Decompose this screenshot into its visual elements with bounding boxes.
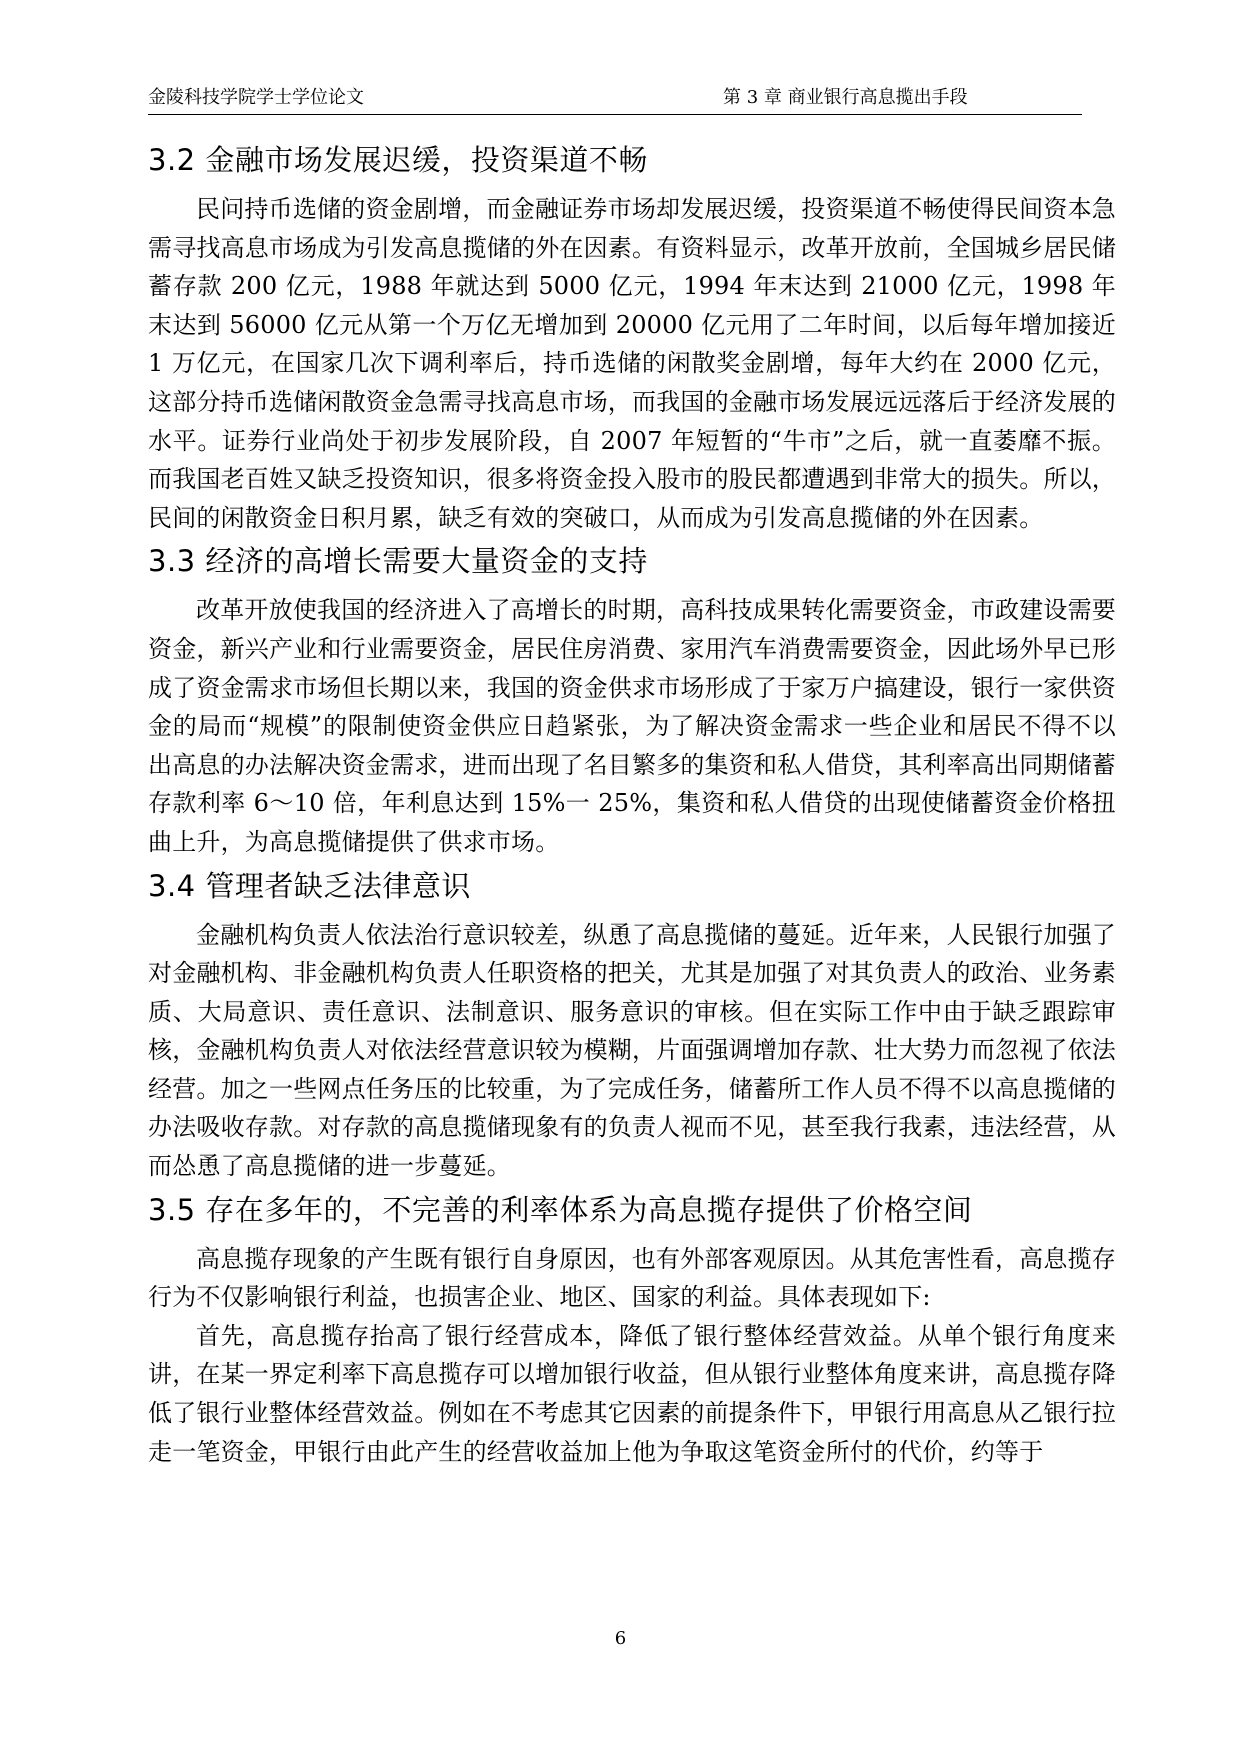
section-heading: 3.4 管理者缺乏法律意识	[148, 868, 471, 903]
header-chapter-title: 第 3 章 商业银行高息揽出手段	[723, 87, 968, 108]
section-3-5	[148, 1190, 1116, 1472]
page-number: 6	[614, 1628, 627, 1649]
section-3-4	[148, 866, 1116, 1186]
body-paragraph: 民问持币选储的资金剧增，而金融证券市场却发展迟缓，投资渠道不畅使得民间资本急需寻找高息市场成为引发高息揽储的外在因素。有资料显示，改革开放前，全国城乡居民储蓄存款 200 亿元，1988 年就达到 5000 亿元，1994 年末达到 21000 亿元，1998 年末达到 56000 亿元从第一个万亿无增加到 20000 亿元用了二年时间，以后每年增加接近 1 万亿元，在国家几次下调利率后，持币选储的闲散奖金剧增，每年大约在 2000 亿元，这部分持币选储闲散资金急需寻找高息市场，而我国的金融市场发展远远落后于经济发展的水平。证券行业尚处于初步发展阶段，自 2007 年短暂的“牛市”之后，就一直萎靡不振。而我国老百姓又缺乏投资知识，很多将资金投入股市的股民都遭遇到非常大的损失。所以，民间的闲散资金日积月累，缺乏有效的突破口，从而成为引发高息揽储的外在因素。	[148, 195, 1116, 532]
page-body	[148, 140, 1116, 1475]
body-paragraph: 金融机构负责人依法治行意识较差，纵恿了高息揽储的蔓延。近年来，人民银行加强了对金融机构、非金融机构负责人任职资格的把关，尤其是加强了对其负责人的政治、业务素质、大局意识、责任意识、法制意识、服务意识的审核。但在实际工作中由于缺乏跟踪审核，金融机构负责人对依法经营意识较为模糊，片面强调增加存款、壮大势力而忽视了依法经营。加之一些网点任务压的比较重，为了完成任务，储蓄所工作人员不得不以高息揽储的办法吸收存款。对存款的高息揽储现象有的负责人视而不见，甚至我行我素，违法经营，从而怂恿了高息揽储的进一步蔓延。	[148, 920, 1116, 1181]
section-3-3	[148, 541, 1116, 861]
body-paragraph: 改革开放使我国的经济进入了高增长的时期，高科技成果转化需要资金，市政建设需要资金，新兴产业和行业需要资金，居民住房消费、家用汽车消费需要资金，因此场外早已形成了资金需求市场但长期以来，我国的资金供求市场形成了于家万户搞建设，银行一家供资金的局而“规模”的限制使资金供应日趋紧张，为了解决资金需求一些企业和居民不得不以出高息的办法解决资金需求，进而出现了名目繁多的集资和私人借贷，其利率高出同期储蓄存款利率 6～10 倍，年利息达到 15%一 25%，集资和私人借贷的出现使储蓄资金价格扭曲上升，为高息揽储提供了供求市场。	[148, 596, 1116, 856]
section-heading: 3.3 经济的高增长需要大量资金的支持	[148, 544, 648, 579]
body-paragraph: 首先，高息揽存抬高了银行经营成本，降低了银行整体经营效益。从单个银行角度来讲，在某一界定利率下高息揽存可以增加银行收益，但从银行业整体角度来讲，高息揽存降低了银行业整体经营效益。例如在不考虑其它因素的前提条件下，甲银行用高息从乙银行拉走一笔资金，甲银行由此产生的经营收益加上他为争取这笔资金所付的代价，约等于	[148, 1321, 1116, 1466]
section-heading: 3.5 存在多年的，不完善的利率体系为高息揽存提供了价格空间	[148, 1192, 973, 1227]
running-header	[148, 84, 1082, 115]
body-paragraph: 高息揽存现象的产生既有银行自身原因，也有外部客观原因。从其危害性看，高息揽存行为不仅影响银行利益，也损害企业、地区、国家的利益。具体表现如下:	[148, 1244, 1116, 1312]
section-3-2	[148, 140, 1116, 537]
section-heading: 3.2 金融市场发展迟缓，投资渠道不畅	[148, 143, 648, 177]
header-thesis-title: 金陵科技学院学士学位论文	[148, 87, 364, 108]
